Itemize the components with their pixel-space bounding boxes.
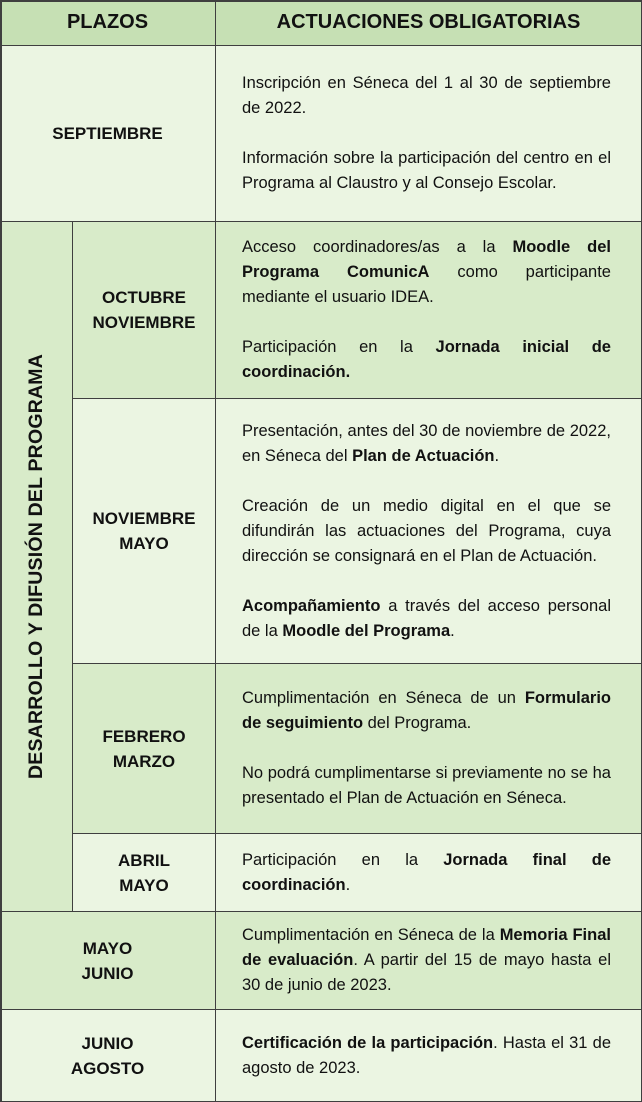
actuacion-cell-4: [216, 834, 642, 912]
bold-text: Plan de Actuación: [352, 446, 495, 465]
text-run: Cumplimentación en Séneca de un: [242, 689, 525, 707]
plazo-line: JUNIO: [81, 1033, 134, 1053]
plazo-label: [118, 848, 170, 898]
actuacion-paragraph: [242, 761, 611, 811]
actuacion-paragraph: [242, 335, 611, 385]
text-run: . Hasta el 31 de agosto de 2023.: [242, 1033, 611, 1077]
actuacion-paragraph: [242, 419, 611, 469]
plazo-label: [93, 285, 196, 335]
text-run: . A partir del 15 de mayo hasta el 30 de junio de 2023.: [242, 951, 611, 994]
text-run: Cumplimentación en Séneca de la: [242, 926, 500, 944]
actuacion-cell-6: [216, 1010, 642, 1102]
header-plazos: PLAZOS: [0, 0, 216, 46]
actuacion-paragraph: [242, 686, 611, 736]
plazo-line: MARZO: [112, 751, 176, 771]
text-run: como participante mediante el usuario IDEA.: [242, 263, 611, 306]
plazo-line: SEPTIEMBRE: [52, 124, 163, 143]
text-run: Presentación, antes del 30 de noviembre de 2022, en Séneca del: [242, 421, 611, 465]
text-run: No podrá cumplimentarse si previamente no se ha presentado el Plan de Actuación en Séneca.: [242, 764, 611, 807]
bold-text: Jornada final de coordinación: [242, 850, 611, 894]
bold-text: Moodle del Programa ComunicA: [242, 238, 611, 281]
actuacion-cell-5: [216, 912, 642, 1010]
plazo-label: [102, 724, 185, 774]
plazo-cell-3: [73, 664, 216, 834]
text-run: a través del acceso personal de la: [242, 596, 611, 640]
actuacion-cell-3: [216, 664, 642, 834]
bold-text: Memoria Final de evaluación: [242, 926, 611, 969]
text-run: .: [450, 621, 455, 640]
plazo-line: NOVIEMBRE: [92, 313, 196, 332]
plazo-cell-6: [0, 1010, 216, 1102]
text-run: Participación en la: [242, 850, 444, 869]
actuacion-paragraph: [242, 848, 611, 898]
actuacion-paragraph: [242, 594, 611, 644]
actuacion-paragraph: [242, 71, 611, 121]
actuacion-paragraph: [242, 146, 611, 196]
text-run: .: [494, 446, 500, 465]
plazo-line: ABRIL: [118, 850, 170, 870]
plazo-line: JUNIO: [81, 963, 134, 983]
plazo-label: [52, 121, 163, 146]
plazo-cell-0: [0, 46, 216, 222]
group-label-cell: [0, 222, 73, 912]
plazo-line: AGOSTO: [70, 1058, 145, 1078]
plazo-line: MAYO: [119, 534, 169, 553]
actuacion-paragraph: [242, 235, 611, 310]
actuacion-paragraph: [242, 1031, 611, 1081]
text-run: Creación de un medio digital en el que se difundirán las actuaciones del Programa, cuya dirección se consignará en el Plan de Actuación.: [242, 496, 611, 565]
plazo-label: [82, 936, 134, 986]
plazo-label: [93, 506, 196, 556]
bold-text: Acompañamiento: [242, 596, 381, 615]
plazo-cell-4: [73, 834, 216, 912]
actuacion-cell-1: [216, 222, 642, 399]
actuacion-paragraph: [242, 494, 611, 569]
text-run: .: [345, 875, 351, 894]
text-run: del Programa.: [363, 714, 472, 732]
text-run: Participación en la: [242, 338, 436, 356]
plazo-line: OCTUBRE: [101, 288, 187, 307]
plazo-line: NOVIEMBRE: [92, 509, 196, 528]
plazo-line: MAYO: [82, 938, 133, 958]
plazo-label: [71, 1031, 144, 1081]
actuacion-cell-0: [216, 46, 642, 222]
plazo-cell-2: [73, 399, 216, 664]
group-label: DESARROLLO Y DIFUSIÓN DEL PROGRAMA: [24, 353, 47, 780]
text-run: Información sobre la participación del centro en el Programa al Claustro y al Consejo Escolar.: [242, 149, 611, 192]
plazo-line: FEBRERO: [102, 726, 186, 746]
bold-text: Jornada inicial de coordinación.: [242, 338, 611, 381]
bold-text: Formulario de seguimiento: [242, 689, 611, 732]
bold-text: Moodle del Programa: [282, 621, 451, 640]
actuacion-paragraph: [242, 923, 611, 998]
text-run: Inscripción en Séneca del 1 al 30 de septiembre de 2022.: [242, 74, 611, 117]
actuacion-cell-2: [216, 399, 642, 664]
text-run: Acceso coordinadores/as a la: [242, 238, 513, 256]
bold-text: Certificación de la participación: [242, 1033, 494, 1052]
header-actuaciones: ACTUACIONES OBLIGATORIAS: [216, 0, 642, 46]
plazo-line: MAYO: [119, 875, 169, 895]
plazo-cell-5: [0, 912, 216, 1010]
plazo-cell-1: [73, 222, 216, 399]
